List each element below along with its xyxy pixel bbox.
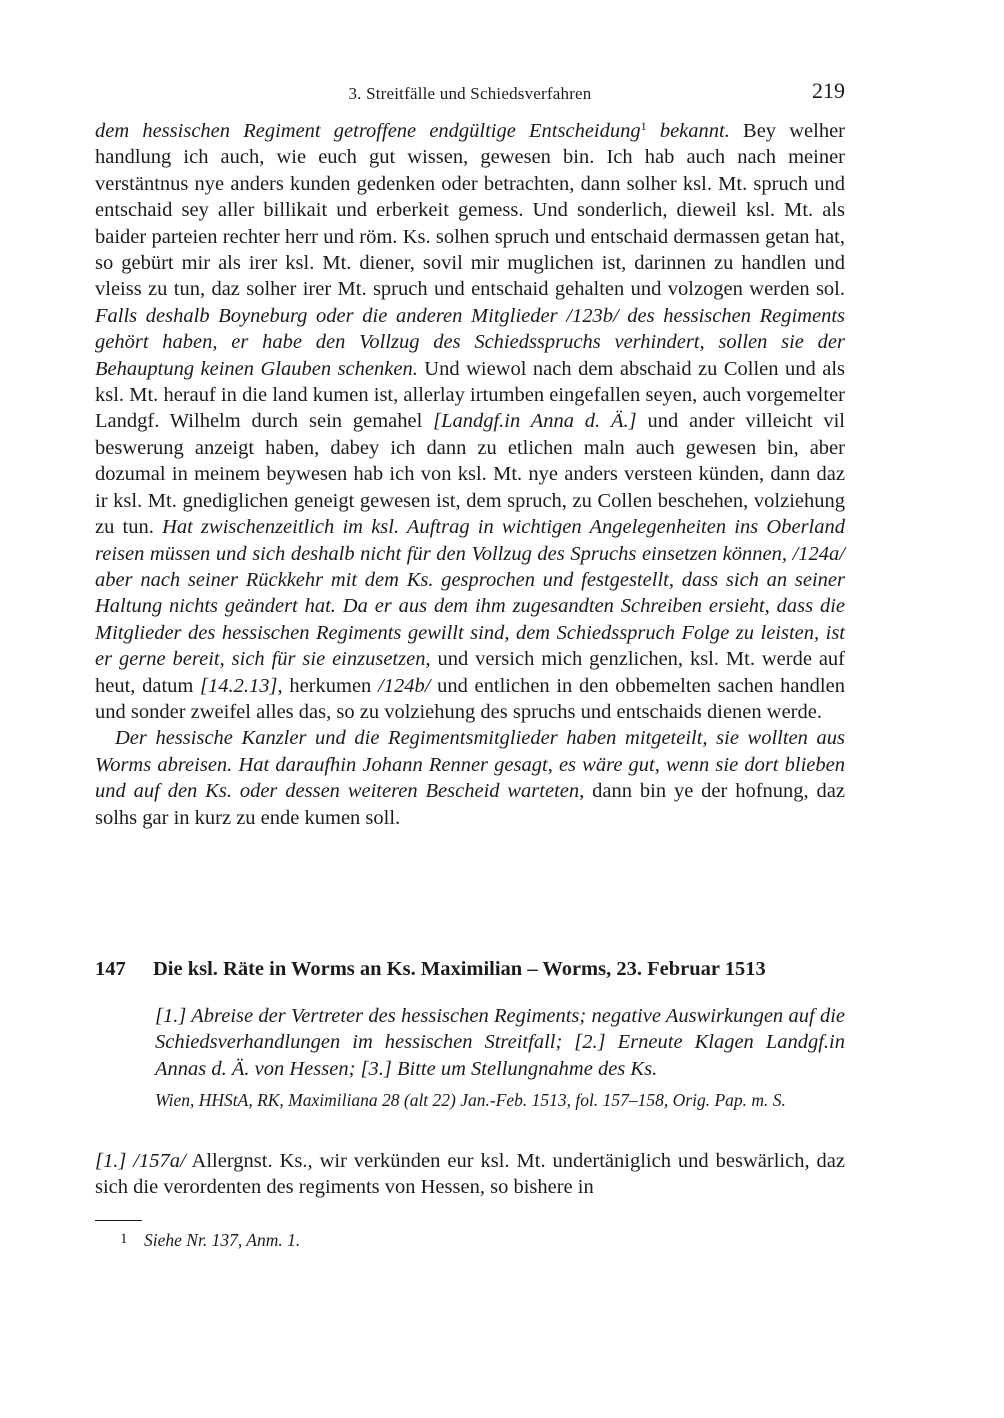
- quoted-text: Bey welher handlung ich auch, wie euch gut wissen, gewesen bin. Ich hab auch nach meiner verstäntnus nye anders kunden gedenken oder betrachten, dann solher ksl. Mt. spruch und entschaid sey aller billikait und erberkeit gemess. Und sonderlich, dieweil ksl. Mt. als baider parteien rechter herr und röm. Ks. solhen spruch und entschaid dermassen getan hat, so gebürt mir als irer ksl. Mt. diener, sovil mir muglichen ist, darinnen zu handlen und vleiss zu tun, daz solher irer Mt. spruch und entschaid gehalten und volzogen werden sol.: [95, 120, 846, 301]
- running-title: 3. Streitfälle und Schiedsverfahren: [348, 84, 592, 103]
- quoted-text: und ander villeicht vil beswerung anzeigt haben, dabey ich dann zu etlichen maln auch gewesen bin, aber dozumal in meinem beywesen hab ich von ksl. Mt. nye anders versteen künden, dann daz ir ksl. Mt. gnediglichen geneigt gewesen ist, dem spruch, zu Collen beschehen, volziehung zu tun.: [95, 410, 846, 539]
- document-title: Die ksl. Räte in Worms an Ks. Maximilian – Worms, 23. Februar 1513: [153, 958, 766, 980]
- italic-summary: Der hessische Kanzler und die Regimentsmitglieder haben mitgeteilt, sie wollten aus Worms abreisen. Hat daraufhin Johann Renner gesagt, es wäre gut, wenn sie dort blieben und auf den Ks. oder dessen weiteren Bescheid warteten,: [95, 727, 845, 803]
- editorial-note: [Landgf.in Anna d. Ä.]: [433, 410, 637, 433]
- quoted-text: , herkumen: [277, 674, 378, 697]
- footnote-text: Siehe Nr. 137, Anm. 1.: [144, 1230, 301, 1250]
- page-number: 219: [812, 78, 845, 103]
- regest: [1.] Abreise der Vertreter des hessischen Regiments; negative Auswirkungen auf die Schiedsverhandlungen im hessischen Streitfall; [2.] Erneute Klagen Landgf.in Annas d. Ä. von Hessen; [3.] Bitte um Stellungnahme des Ks.: [155, 1005, 845, 1080]
- italic-summary: bekannt.: [646, 120, 730, 142]
- footnote-reference: 1: [640, 119, 647, 133]
- running-head: [95, 78, 845, 108]
- footnote-number: 1: [120, 1231, 128, 1247]
- quoted-text: dann bin ye der hofnung, daz solhs gar in kurz zu ende kumen soll.: [95, 780, 845, 829]
- folio-marker: /124b/: [378, 674, 431, 697]
- source-citation: Wien, HHStA, RK, Maximiliana 28 (alt 22) Jan.-Feb. 1513, fol. 157–158, Orig. Pap. m. S.: [155, 1090, 786, 1110]
- document-number: 147: [95, 958, 126, 980]
- italic-summary: Falls deshalb Boyneburg oder die anderen Mitglieder /123b/ des hessischen Regiments gehört haben, er habe den Vollzug des Schiedsspruchs verhindert, sollen sie der Behauptung keinen Glauben schenken.: [95, 304, 845, 380]
- footnote: [120, 1228, 840, 1251]
- italic-summary: Hat zwischenzeitlich im ksl. Auftrag in wichtigen Angelegenheiten ins Oberland reisen müssen und sich deshalb nicht für den Vollzug des Spruchs einsetzen können, /124a/ aber nach seiner Rückkehr mit dem Ks. gesprochen und festgestellt, dass sich an seiner Haltung nichts geändert hat. Da er aus dem ihm zugesandten Schreiben ersieht, dass die Mitglieder des hessischen Regiments gewillt sind, dem Schiedsspruch Folge zu leisten, ist er gerne bereit, sich für sie einzusetzen,: [95, 516, 845, 671]
- document-paragraph: [95, 1148, 845, 1201]
- main-text: [95, 118, 845, 831]
- document-text: [95, 1148, 845, 1201]
- paragraph-2: [95, 725, 845, 831]
- footnote-separator: [95, 1220, 142, 1221]
- quoted-text: und entlichen in den obbemelten sachen handlen und sonder zweifel alles das, so zu volziehung des spruchs und entschaids dienen werde.: [95, 674, 845, 723]
- quoted-text: und versich mich genzlichen, ksl. Mt. werde auf heut, datum: [95, 648, 846, 697]
- quoted-text: Und wiewol nach dem abschaid zu Collen und als ksl. Mt. herauf in die land kumen ist, allerlay irtumben eingefallen seyen, auch vorgemelter Landgf. Wilhelm durch sein gemahel: [95, 357, 845, 433]
- editorial-note: [14.2.13]: [200, 674, 278, 697]
- section-marker: [1.] /157a/: [95, 1150, 186, 1172]
- italic-summary: dem hessischen Regiment getroffene endgültige Entscheidung: [95, 120, 641, 142]
- quoted-text: Allergnst. Ks., wir verkünden eur ksl. Mt. undertäniglich und beswärlich, daz sich die verordenten des regiments von Hessen, so bishere in: [95, 1150, 845, 1199]
- paragraph-1: [95, 118, 845, 725]
- document-heading: [95, 955, 845, 983]
